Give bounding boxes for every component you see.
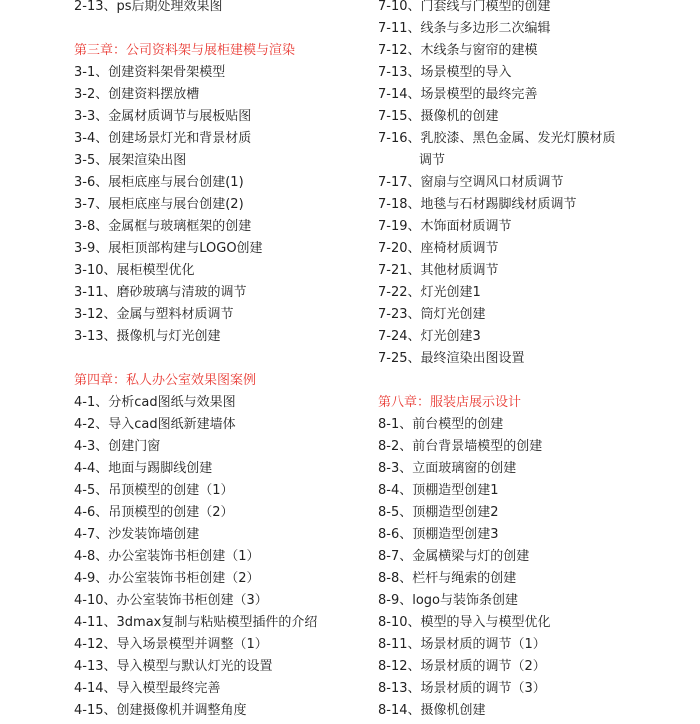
lesson-item: 7-11、线条与多边形二次编辑: [378, 21, 551, 36]
lesson-item: 4-10、办公室装饰书柜创建（3）: [74, 593, 268, 608]
chapter-heading: 第四章：私人办公室效果图案例: [74, 373, 257, 388]
lesson-item-continuation: 调节: [419, 153, 446, 168]
lesson-item: 8-11、场景材质的调节（1）: [378, 637, 546, 652]
lesson-item: 8-4、顶棚造型创建1: [378, 483, 499, 498]
lesson-item: 4-6、吊顶模型的创建（2）: [74, 505, 234, 520]
lesson-item: 4-3、创建门窗: [74, 439, 161, 454]
lesson-item: 4-2、导入cad图纸新建墙体: [74, 417, 236, 432]
lesson-item: 3-4、创建场景灯光和背景材质: [74, 131, 252, 146]
lesson-item: 7-19、木饰面材质调节: [378, 219, 512, 234]
lesson-item: 4-14、导入模型最终完善: [74, 681, 221, 696]
lesson-item: 3-12、金属与塑料材质调节: [74, 307, 234, 322]
lesson-item: 8-12、场景材质的调节（2）: [378, 659, 546, 674]
lesson-item: 4-1、分析cad图纸与效果图: [74, 395, 236, 410]
lesson-item: 7-10、门套线与门模型的创建: [378, 0, 551, 14]
lesson-item: 8-10、模型的导入与模型优化: [378, 615, 551, 630]
lesson-item: 7-18、地毯与石材踢脚线材质调节: [378, 197, 577, 212]
lesson-item: 8-14、摄像机创建: [378, 703, 486, 718]
lesson-item: 3-7、展柜底座与展台创建(2): [74, 197, 244, 212]
lesson-item: 7-14、场景模型的最终完善: [378, 87, 538, 102]
lesson-item: 8-5、顶棚造型创建2: [378, 505, 499, 520]
lesson-item: 4-12、导入场景模型并调整（1）: [74, 637, 268, 652]
lesson-item: 4-11、3dmax复制与粘贴模型插件的介绍: [74, 615, 318, 630]
lesson-item: 7-25、最终渲染出图设置: [378, 351, 525, 366]
lesson-item: 7-21、其他材质调节: [378, 263, 499, 278]
lesson-item: 7-12、木线条与窗帘的建模: [378, 43, 538, 58]
chapter-heading: 第三章：公司资料架与展柜建模与渲染: [74, 43, 296, 58]
spacer: [74, 348, 374, 370]
lesson-item: 4-8、办公室装饰书柜创建（1）: [74, 549, 260, 564]
lesson-item: 4-5、吊顶模型的创建（1）: [74, 483, 234, 498]
lesson-item: 7-15、摄像机的创建: [378, 109, 499, 124]
lesson-item: 8-1、前台模型的创建: [378, 417, 504, 432]
lesson-item: 4-15、创建摄像机并调整角度: [74, 703, 247, 718]
lesson-item: 3-10、展柜模型优化: [74, 263, 195, 278]
lesson-item: 8-3、立面玻璃窗的创建: [378, 461, 517, 476]
right-column: [378, 0, 678, 722]
lesson-item: 8-6、顶棚造型创建3: [378, 527, 499, 542]
lesson-item: 7-13、场景模型的导入: [378, 65, 512, 80]
lesson-item: 3-5、展架渲染出图: [74, 153, 187, 168]
lesson-item: 4-7、沙发装饰墙创建: [74, 527, 200, 542]
lesson-item: 3-8、金属框与玻璃框架的创建: [74, 219, 252, 234]
lesson-item: 3-13、摄像机与灯光创建: [74, 329, 221, 344]
lesson-item: 4-4、地面与踢脚线创建: [74, 461, 213, 476]
lesson-item: 3-9、展柜顶部构建与LOGO创建: [74, 241, 263, 256]
spacer: [74, 18, 374, 40]
lesson-item: 7-20、座椅材质调节: [378, 241, 499, 256]
lesson-item: 4-13、导入模型与默认灯光的设置: [74, 659, 273, 674]
lesson-item: 8-8、栏杆与绳索的创建: [378, 571, 517, 586]
lesson-item: 8-7、金属横梁与灯的创建: [378, 549, 530, 564]
lesson-item: 3-6、展柜底座与展台创建(1): [74, 175, 244, 190]
lesson-item: 7-23、筒灯光创建: [378, 307, 486, 322]
lesson-item: 3-11、磨砂玻璃与清玻的调节: [74, 285, 247, 300]
lesson-item: 2-13、ps后期处理效果图: [74, 0, 223, 14]
lesson-item: 7-22、灯光创建1: [378, 285, 481, 300]
lesson-item: 8-13、场景材质的调节（3）: [378, 681, 546, 696]
lesson-item: 3-3、金属材质调节与展板贴图: [74, 109, 252, 124]
lesson-item: 7-17、窗扇与空调风口材质调节: [378, 175, 564, 190]
lesson-item: 3-2、创建资料摆放槽: [74, 87, 200, 102]
left-column: [74, 0, 374, 722]
lesson-item: 3-1、创建资料架骨架模型: [74, 65, 226, 80]
lesson-item: 7-16、乳胶漆、黑色金属、发光灯膜材质: [378, 131, 616, 146]
lesson-item: 7-24、灯光创建3: [378, 329, 481, 344]
lesson-item: 8-9、logo与装饰条创建: [378, 593, 519, 608]
spacer: [378, 370, 678, 392]
chapter-heading: 第八章：服装店展示设计: [378, 395, 522, 410]
lesson-item: 8-2、前台背景墙模型的创建: [378, 439, 543, 454]
lesson-item: 4-9、办公室装饰书柜创建（2）: [74, 571, 260, 586]
